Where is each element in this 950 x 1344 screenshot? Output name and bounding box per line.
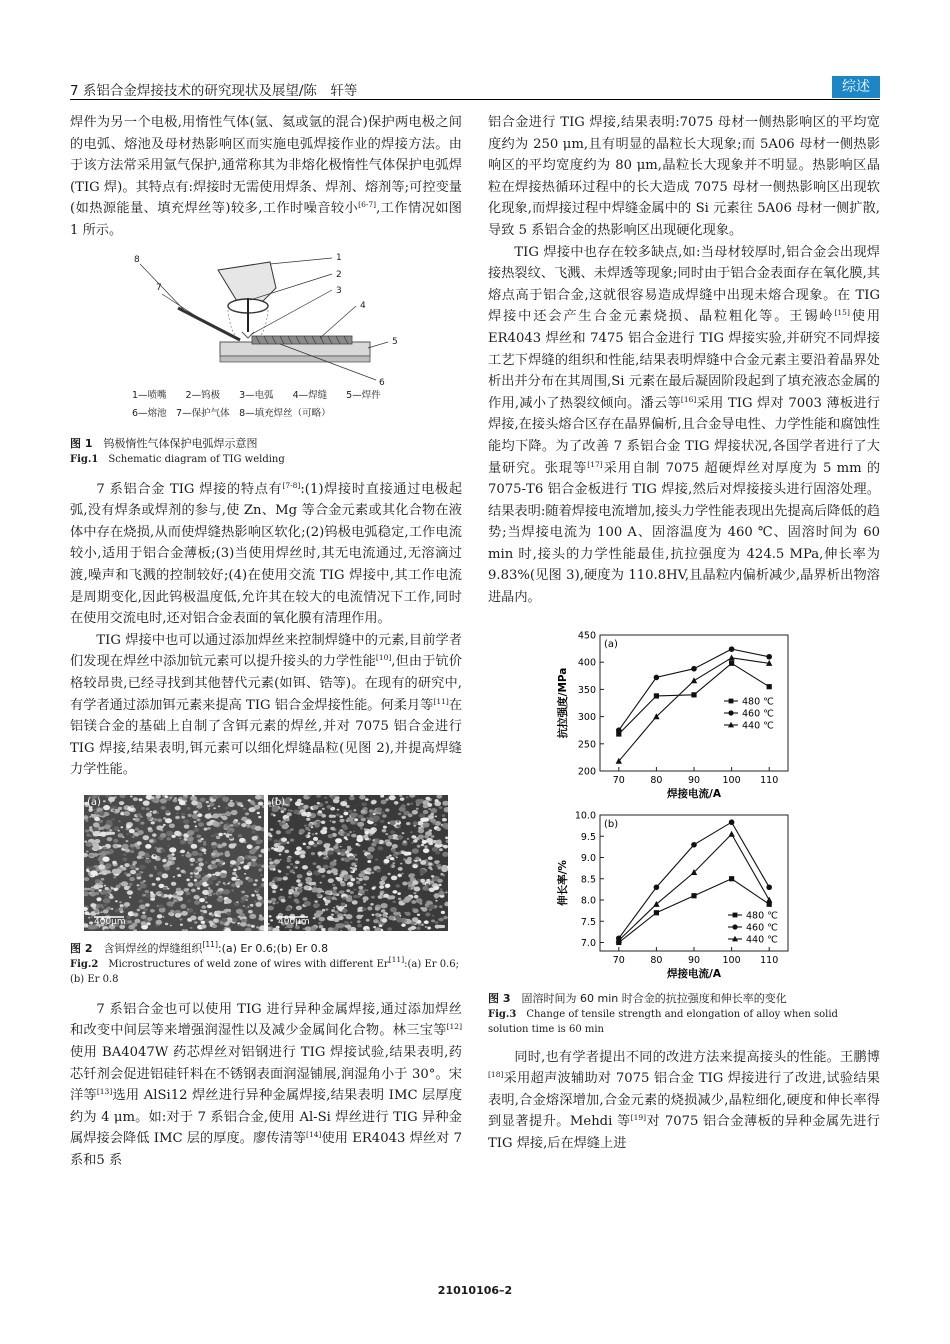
y-tick-label: 10.0 [574,810,596,822]
chart-tensile-strength [488,623,880,803]
citation: [18] [488,1070,504,1080]
chart-elongation [488,803,880,983]
micrograph-a [84,795,264,931]
left-column [70,112,462,1172]
citation: [13] [96,1087,113,1097]
citation: [12] [446,1022,462,1032]
y-tick-label: 9.5 [580,831,596,843]
legend-row-2: 6—熔池 7—保护气体 8—填充焊丝（可略） [132,407,331,419]
panel-label: (b) [604,818,619,830]
legend-label: 460 ℃ [742,708,774,720]
right-paragraph-3: 同时,也有学者提出不同的改进方法来提高接头的性能。王鹏博[18]采用超声波辅助对 7075 铝合金 TIG 焊接进行了改进,试验结果表明,合金熔深增加,合金元素的烧损减少,晶粒细化,硬度和伸长率得到显著提升。Mehdi 等[19]对 7075 铝合金薄板的异种金属先进行 TIG 焊接,后在焊缝上进 [488,1049,880,1152]
right-paragraph-1: 铝合金进行 TIG 焊接,结果表明:7075 母材一侧热影响区的平均宽度约为 250 μm,且有明显的晶粒长大现象;而 5A06 母材一侧热影响区的平均宽度约为 80 μm,晶粒长大现象并不明显。热影响区晶粒在焊接热循环过程中的长大造成 7075 母材一侧热影响区出现软化现象,而焊接过程中焊缝金属中的 Si 元素往 5A06 母材一侧扩散,导致 5 系铝合金的热影响区出现硬化现象。 [488,115,880,238]
legend-label: 480 ℃ [742,696,774,708]
data-point [616,727,622,733]
data-point [728,830,734,836]
y-tick-label: 8.0 [580,895,596,907]
left-paragraph-4: 7 系铝合金也可以使用 TIG 进行异种金属焊接,通过添加焊丝和改变中间层等来增强润湿性以及减少金属间化合物。林三宝等[12]使用 BA4047W 药芯焊丝对铝钢进行 TIG 焊接试验,结果表明,药芯钎剂会促进铝硅钎料在不锈钢表面润湿铺展,润湿角小于 30°。宋洋等[13]选用 AlSi12 焊丝进行异种金属焊接,结果表明 IMC 层厚度约为 4 μm。如:对于 7 系铝合金,使用 Al-Si 焊丝进行 TIG 异种金属焊接会降低 IMC 层的厚度。廖传清等[14]使用 ER4043 焊丝对 7 系和5 系 [70,1001,463,1169]
legend-label: 440 ℃ [742,720,774,732]
micrograph-b [268,795,448,931]
x-tick-label: 90 [687,954,701,966]
y-tick-label: 7.5 [580,916,596,928]
legend-row-1: 1—喷嘴 2—钨极 3—电弧 4—焊缝 5—焊件 [132,389,381,401]
running-title: 7 系铝合金焊接技术的研究现状及展望/陈 轩等 [70,83,358,99]
legend-label: 460 ℃ [746,922,778,934]
part-label: 2 [336,269,342,280]
y-tick-label: 7.0 [580,937,596,949]
figure-2-caption: 图 2 含铒焊丝的焊缝组织[11]:(a) Er 0.6;(b) Er 0.8 Fig.2 Microstructures of weld zone of wires with different Er[11]:(a) Er 0.6; (b) Er 0.8 [70,939,459,985]
left-paragraph-1: 焊件为另一个电极,用惰性气体(氩、氦或氩的混合)保护两电极之间的电弧、熔池及母材热影响区而实施电弧焊接作业的焊接方法。由于该方法常采用氩气保护,通常称其为非熔化极惰性气体保护电弧焊(TIG 焊)。其特点有:焊接时无需使用焊条、焊剂、熔剂等;可控变量(如热源能量、填充焊丝等)较多,工作时噪音较小[6-7],工作情况如图 1 所示。 [70,115,462,238]
data-point [654,884,660,890]
y-axis-label: 抗拉强度/MPa [557,667,569,739]
y-tick-label: 250 [577,738,596,750]
data-point [654,910,659,915]
legend-marker [732,924,737,929]
data-point [728,654,734,660]
y-tick-label: 300 [577,711,596,723]
x-tick-label: 80 [650,954,663,966]
citation: [7-8] [282,480,301,490]
y-axis-label: 伸长率/% [557,859,569,906]
part-label: 5 [392,336,398,347]
right-paragraph-2: TIG 焊接中也存在较多缺点,如:当母材较厚时,铝合金会出现焊接热裂纹、飞溅、未焊透等现象;同时由于铝合金表面存在氧化膜,其熔点高于铝合金,这就很容易造成焊缝中出现未熔合现象。在 TIG 焊接中还会产生合金元素烧损、晶粒粗化等。王锡岭[15]使用 ER4043 焊丝和 7475 铝合金进行 TIG 焊接实验,并研究不同焊接工艺下焊缝的组织和性能,结果表明焊缝中合金元素主要沿着晶界处析出并分布在其周围,Si 元素在最后凝固阶段起到了填充液态金属的作用,减小了热裂纹倾向。潘云等[16]采用 TIG 焊对 7003 薄板进行焊接,在接头熔合区存在晶界偏析,且合金导电性、力学性能和腐蚀性能均下降。为了改善 7 系铝合金 TIG 焊接状况,各国学者进行了大量研究。张琨等[17]采用自制 7075 超硬焊丝对厚度为 5 mm 的 7075-T6 铝合金板进行 TIG 焊接,然后对焊接接头进行固溶处理。结果表明:随着焊接电流增加,接头力学性能表现出先提高后降低的趋势;当焊接电流为 100 A、固溶温度为 460 ℃、固溶时间为 60 min 时,接头的力学性能最佳,抗拉强度为 424.5 MPa,伸长率为 9.83%(见图 3),硬度为 110.8HV,且晶粒内偏析减少,晶界析出物溶进晶内。 [488,244,881,606]
panel-label: (a) [87,796,101,808]
x-tick-label: 70 [612,954,625,966]
data-point [729,876,734,881]
data-point [654,693,659,698]
scale-bar-label: 400μm [94,916,126,927]
x-tick-label: 100 [722,774,741,786]
panel-label: (b) [271,796,286,808]
y-tick-label: 350 [577,684,596,696]
y-tick-label: 8.5 [580,873,596,885]
citation: [11] [433,696,449,706]
legend-marker [728,710,733,715]
y-tick-label: 400 [577,657,596,669]
y-tick-label: 450 [577,630,596,642]
citation: [15] [834,308,850,318]
legend-label: 440 ℃ [746,934,778,946]
x-tick-label: 110 [760,774,779,786]
x-tick-label: 90 [687,774,701,786]
scale-bar-label: 400μm [278,916,310,927]
data-point [691,666,697,672]
data-point [766,654,772,660]
x-axis-label: 焊接电流/A [667,967,721,980]
x-axis-label: 焊接电流/A [667,787,721,800]
citation: [19] [630,1113,647,1123]
part-label: 1 [336,252,342,263]
data-point [766,884,772,890]
data-point [691,893,696,898]
citation: [14] [306,1130,322,1140]
figure-2 [70,795,462,935]
running-header [70,76,880,100]
data-point [729,646,735,652]
data-point [729,819,735,825]
panel-label: (a) [604,638,618,650]
data-point [654,674,660,680]
citation: [17] [587,459,603,469]
x-tick-label: 110 [760,954,779,966]
part-label: 8 [134,254,140,265]
x-tick-label: 70 [612,774,625,786]
data-point [766,896,772,902]
part-label: 6 [379,377,385,388]
data-point [729,660,734,665]
citation: [10] [375,653,392,663]
figure-3-caption: 图 3 固溶时间为 60 min 时合金的抗拉强度和伸长率的变化 Fig.3 Change of tensile strength and elongation of alloy when solid solution time is 60 min [488,991,838,1035]
data-point [691,677,697,683]
x-tick-label: 80 [650,774,663,786]
data-point [691,842,697,848]
x-tick-label: 100 [722,954,741,966]
y-tick-label: 9.0 [580,852,596,864]
citation: [6-7] [358,200,377,210]
left-paragraph-3: TIG 焊接中也可以通过添加焊丝来控制焊缝中的元素,目前学者们发现在焊丝中添加钪元素可以提升接头的力学性能[10],但由于钪价格较昂贵,已经寻找到其他替代元素(如铒、锆等)。在现有的研究中,有学者通过添加铒元素来提高 TIG 铝合金焊接性能。何柔月等[11]在铝镁合金的基础上自制了含铒元素的焊丝,并对 7075 铝合金进行 TIG 焊接,结果表明,铒元素可以细化焊缝晶粒(见图 2),并提高焊缝力学性能。 [70,632,463,778]
data-point [767,684,772,689]
legend-marker [729,698,734,703]
y-tick-label: 200 [577,766,596,778]
part-label: 7 [156,282,162,293]
section-badge: 综述 [832,76,880,98]
figure-1 [70,250,462,440]
legend-label: 480 ℃ [746,910,778,922]
page-footer: 21010106–2 [437,1284,513,1297]
figure-3 [488,623,880,983]
citation: [16] [680,394,697,404]
part-label: 3 [336,285,342,296]
part-label: 4 [360,300,366,311]
tig-welding-diagram [70,250,462,440]
legend-marker [733,912,738,917]
figure-1-caption: 图 1 钨极惰性气体保护电弧焊示意图 Fig.1 Schematic diagram of TIG welding [70,436,285,465]
left-paragraph-2: 7 系铝合金 TIG 焊接的特点有[7-8]:(1)焊接时直接通过电极起弧,没有焊条或焊剂的参与,使 Zn、Mg 等合金元素或其化合物在液体中存在烧损,从而使焊缝热影响区软化;(2)钨极电弧稳定,工作电流较小,适用于铝合金薄板;(3)当使用焊丝时,其无电流通过,无溶滴过渡,噪声和飞溅的控制较好;(4)在使用交流 TIG 焊接中,其工作电流是周期变化,因此钨极温度低,允许其在较大的电流情况下工作,同时在使用交流电时,还对铝合金表面的氧化膜有清理作用。 [70,480,463,627]
data-point [691,692,696,697]
right-column [488,112,880,1155]
